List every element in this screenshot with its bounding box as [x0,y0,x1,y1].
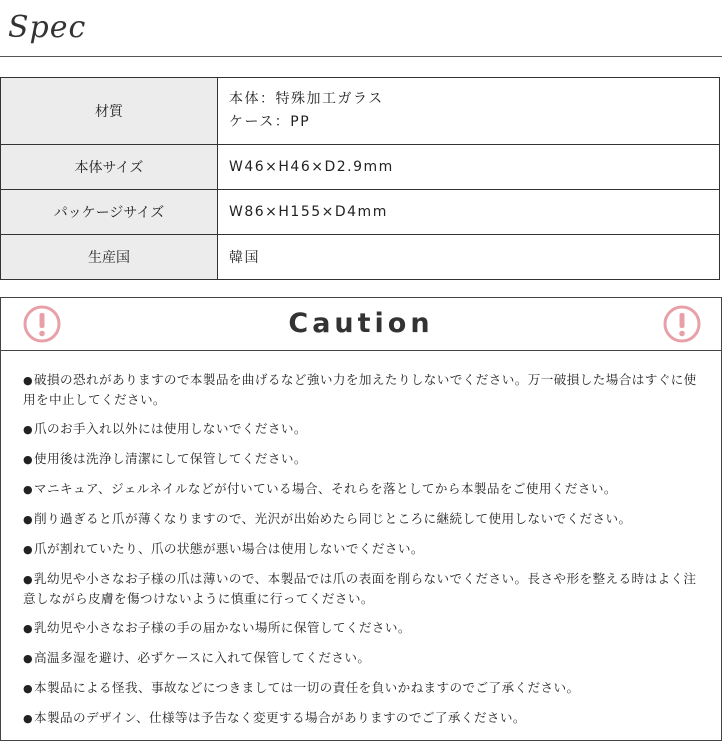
caution-text: 爪のお手入れ以外には使用しないでください。 [34,421,307,436]
bullet: ● [23,682,33,695]
spec-label: パッケージサイズ [1,190,218,235]
caution-item [23,708,703,728]
bullet: ● [23,712,33,725]
caution-item [23,419,703,439]
caution-text: マニキュア、ジェルネイルなどが付いている場合、それらを落としてから本製品をご使用ください。 [34,481,617,496]
spec-label: 本体サイズ [1,145,218,190]
caution-item [23,569,703,608]
bullet: ● [23,543,33,556]
caution-header [1,298,721,351]
caution-item [23,370,703,409]
spec-row-package-size [1,190,720,235]
spec-value [218,78,720,145]
caution-list [23,370,703,738]
caution-box [0,297,722,741]
exclamation-circle-icon [663,305,701,343]
spec-value-line: ケース：PP [229,114,311,130]
spec-row-country [1,235,720,280]
caution-text: 使用後は洗浄し清潔にして保管してください。 [34,451,307,466]
caution-item [23,449,703,469]
caution-text: 高温多湿を避け、必ずケースに入れて保管してください。 [34,650,371,665]
spec-table [0,77,720,280]
caution-item [23,678,703,698]
bullet: ● [23,483,33,496]
bullet: ● [23,622,33,635]
caution-text: 破損の恐れがありますので本製品を曲げるなど強い力を加えたりしないでください。万一破損した場合はすぐに使用を中止してください。 [23,372,697,407]
spec-value: W86×H155×D4mm [218,190,720,235]
spec-value: 韓国 [218,235,720,280]
caution-item [23,479,703,499]
caution-item [23,539,703,559]
caution-text: 乳幼児や小さなお子様の手の届かない場所に保管してください。 [34,620,411,635]
caution-text: 爪が割れていたり、爪の状態が悪い場合は使用しないでください。 [34,541,424,556]
spec-divider [0,56,722,57]
bullet: ● [23,573,33,586]
caution-text: 削り過ぎると爪が薄くなりますので、光沢が出始めたら同じところに継続して使用しないでください。 [34,511,632,526]
caution-item [23,618,703,638]
spec-row-material [1,78,720,145]
bullet: ● [23,374,33,387]
bullet: ● [23,652,33,665]
caution-item [23,648,703,668]
bullet: ● [23,513,33,526]
bullet: ● [23,423,33,436]
caution-text: 本製品による怪我、事故などにつきましては一切の責任を負いかねますのでご了承ください。 [34,680,580,695]
caution-title: Caution [288,308,434,339]
spec-value: W46×H46×D2.9mm [218,145,720,190]
spec-label: 材質 [1,78,218,145]
spec-label: 生産国 [1,235,218,280]
caution-item [23,509,703,529]
caution-text: 乳幼児や小さなお子様の爪は薄いので、本製品では爪の表面を削らないでください。長さや形を整える時はよく注意しながら皮膚を傷つけないように慎重に行ってください。 [23,571,697,606]
spec-row-body-size [1,145,720,190]
spec-title: Spec [8,10,87,45]
bullet: ● [23,453,33,466]
caution-text: 本製品のデザイン、仕様等は予告なく変更する場合がありますのでご了承ください。 [34,710,526,725]
spec-value-line: 本体：特殊加工ガラス [229,91,384,107]
